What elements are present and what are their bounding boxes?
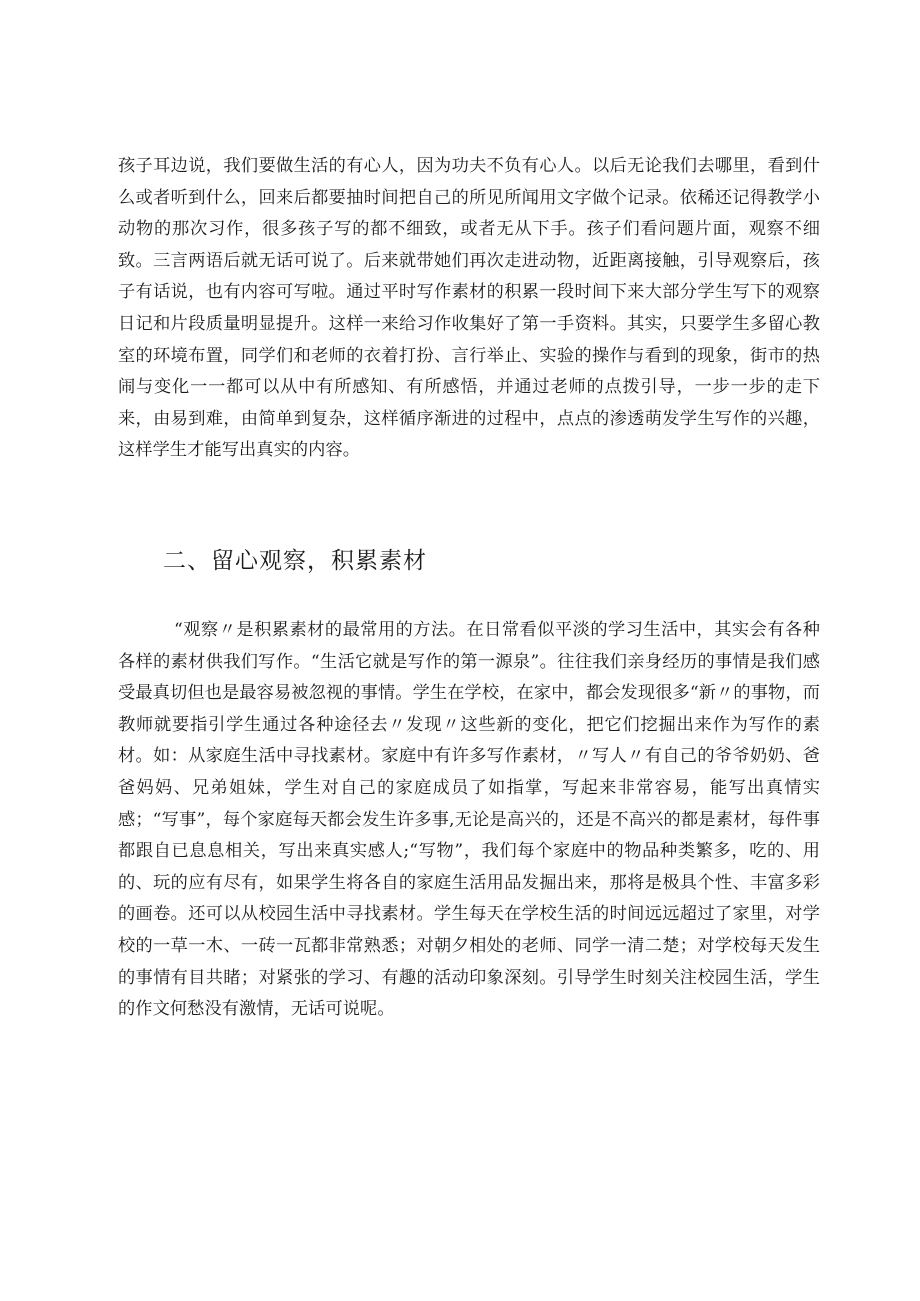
body-paragraph-2: “观察〃是积累素材的最常用的方法。在日常看似平淡的学习生活中，其实会有各种各样的素材供我们写作。“生活它就是写作的第一源泉”。往往我们亲身经历的事情是我们感受最真切但也是最容易被忽视的事情。学生在学校，在家中，都会发现很多“新〃的事物，而教师就要指引学生通过各种途径去〃发现〃这些新的变化，把它们挖掘出来作为写作的素材。如：从家庭生活中寻找素材。家庭中有许多写作素材，〃写人〃有自己的爷爷奶奶、爸爸妈妈、兄弟姐妹，学生对自己的家庭成员了如指掌，写起来非常容易，能写出真情实感；“写事”，每个家庭每天都会发生许多事,无论是高兴的，还是不高兴的都是素材，每件事都跟自已息息相关，写出来真实感人;“写物”，我们每个家庭中的物品种类繁多，吃的、用的、玩的应有尽有，如果学生将各自的家庭生活用品发掘出来，那将是极具个性、丰富多彩的画卷。还可以从校园生活中寻找素材。学生每天在学校生活的时间远远超过了家里，对学校的一草一木、一砖一瓦都非常熟悉；对朝夕相处的老师、同学一清二楚；对学校每天发生的事情有目共睹；对紧张的学习、有趣的活动印象深刻。引导学生时刻关注校园生活，学生的作文何愁没有激情，无话可说呢。 <box>118 620 820 1020</box>
section-heading: 二、留心观察，积累素材 <box>163 548 427 574</box>
body-paragraph-1: 孩子耳边说，我们要做生活的有心人，因为功夫不负有心人。以后无论我们去哪里，看到什么或者听到什么，回来后都要抽时间把自己的所见所闻用文字做个记录。依稀还记得教学小动物的那次习作，很多孩子写的都不细致，或者无从下手。孩子们看问题片面，观察不细致。三言两语后就无话可说了。后来就带她们再次走进动物，近距离接触，引导观察后，孩子有话说，也有内容可写啦。通过平时写作素材的积累一段时间下来大部分学生写下的观察日记和片段质量明显提升。这样一来给习作收集好了第一手资料。其实，只要学生多留心教室的环境布置，同学们和老师的衣着打扮、言行举止、实验的操作与看到的现象，街市的热闹与变化一一都可以从中有所感知、有所感悟，并通过老师的点拨引导，一步一步的走下来，由易到难，由简单到复杂，这样循序渐进的过程中，点点的渗透萌发学生写作的兴趣，这样学生才能写出真实的内容。 <box>118 156 820 461</box>
